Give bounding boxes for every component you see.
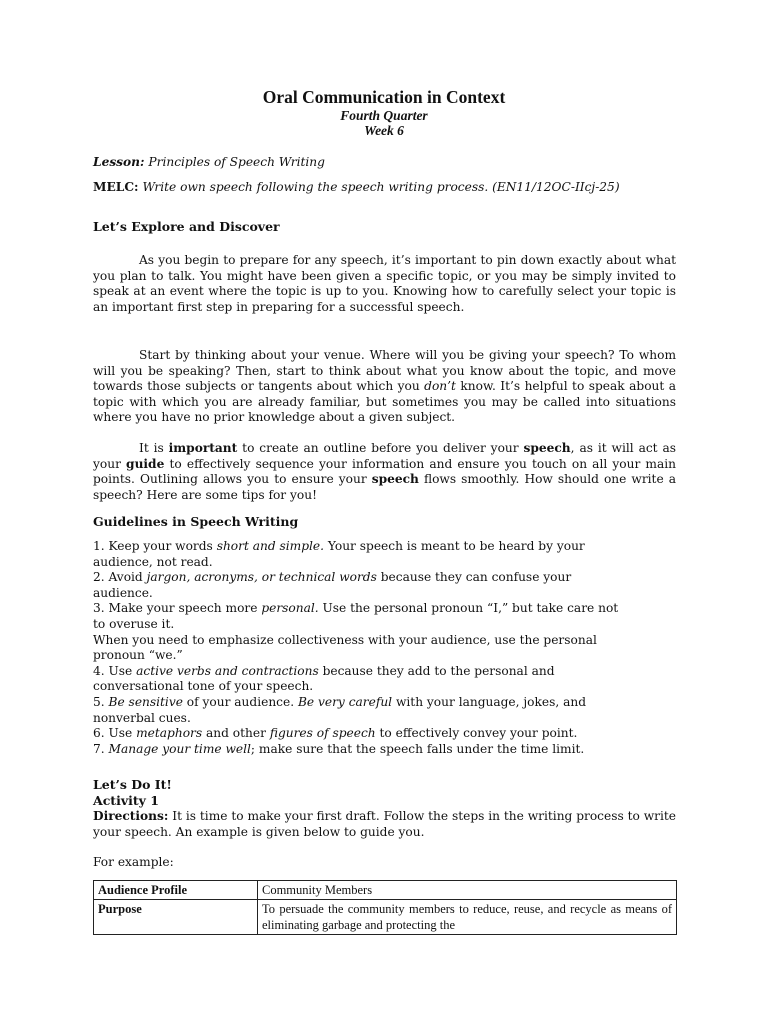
list-item [93, 539, 683, 555]
list-item-continuation: pronoun “we.” [93, 648, 183, 663]
emphasis-span: Be sensitive [108, 694, 183, 709]
text-span: It is [139, 441, 169, 455]
melc-line [93, 180, 676, 196]
document-title: Oral Communication in Context [262, 87, 506, 107]
text-span: 7. [93, 741, 109, 756]
melc-label: MELC: [93, 180, 139, 194]
list-item-continuation: audience. [93, 585, 153, 600]
text-span: Your speech is meant to be heard by your [324, 539, 585, 553]
list-item [93, 726, 683, 742]
explore-paragraph-2 [93, 348, 676, 426]
lesson-line [93, 155, 676, 171]
guidelines-list [93, 539, 683, 757]
table-cell-value: Community Members [258, 881, 677, 900]
paragraph-text [93, 809, 676, 840]
text-span: of your audience. [182, 694, 298, 709]
text-span: with your language, jokes, and [392, 694, 587, 709]
guidelines-heading: Guidelines in Speech Writing [93, 514, 299, 529]
week-subtitle: Week 6 [364, 123, 404, 138]
emphasis-span: don’t [424, 379, 456, 394]
melc-text: Write own speech following the speech writing process. (EN11/12OC-IIcj-25) [142, 180, 620, 194]
text-span: 1. Keep your words [93, 539, 217, 553]
emphasis-span: figures of speech [269, 726, 376, 741]
list-item-continuation: conversational tone of your speech. [93, 679, 314, 694]
quarter-subtitle: Fourth Quarter [340, 108, 428, 123]
explore-heading: Let’s Explore and Discover [93, 219, 280, 234]
list-item-continuation: When you need to emphasize collectiveness with your audience, use the personal [93, 632, 597, 647]
list-item [93, 664, 683, 680]
text-span: because they can confuse your [376, 570, 572, 585]
text-span: 4. Use [93, 663, 137, 678]
paragraph-text [93, 441, 676, 503]
text-span: know. It’s helpful to speak about a topic with which you are already familiar, but sometimes you may be called into situations where you have no prior knowledge about a given subject. [93, 379, 676, 425]
text-span: and other [202, 726, 270, 741]
text-span: It is time to make your first draft. Follow the steps in the writing process to write your speech. An example is given below to guide you. [93, 809, 676, 839]
text-span: 2. Avoid [93, 570, 147, 585]
activity-title: Activity 1 [93, 793, 159, 808]
emphasis-span: Be very careful [297, 694, 393, 709]
explore-paragraph-3 [93, 441, 676, 503]
table-row [94, 881, 677, 900]
bold-span: speech [371, 472, 419, 487]
example-table [93, 880, 677, 935]
emphasis-span: Manage your time well [108, 741, 251, 756]
text-span: to effectively sequence your information and ensure you touch on all your main points. Outlining allows you to ensure your [93, 456, 676, 487]
explore-paragraph-1 [93, 253, 676, 315]
list-item-continuation: nonverbal cues. [93, 710, 191, 725]
emphasis-span: short and simple. [216, 539, 325, 553]
list-item [93, 695, 683, 711]
bold-span: speech [523, 441, 571, 455]
emphasis-span: jargon, acronyms, or technical words [146, 570, 377, 585]
paragraph-text [93, 348, 676, 426]
list-item-continuation: audience, not read. [93, 554, 213, 569]
example-label: For example: [93, 855, 174, 869]
table-cell-label: Purpose [94, 900, 258, 935]
table-row [94, 900, 677, 935]
text-span: ; make sure that the speech falls under the time limit. [250, 741, 585, 756]
lesson-text: Principles of Speech Writing [148, 155, 325, 169]
text-span: flows smoothly. How should one write a speech? Here are some tips for you! [93, 472, 676, 502]
text-span: Use the personal pronoun “I,” but take care not [318, 601, 619, 616]
emphasis-span: metaphors [136, 726, 203, 741]
activity-heading: Let’s Do It! [93, 777, 172, 792]
emphasis-span: personal. [261, 601, 319, 616]
text-span: to effectively convey your point. [375, 726, 578, 741]
text-span: , as it will act as your [93, 441, 676, 471]
list-item [93, 601, 683, 617]
bold-span: important [168, 441, 238, 455]
paragraph-text: As you begin to prepare for any speech, it’s important to pin down exactly about what you plan to talk. You might have been given a specific topic, or you may be simply invited to speak at an event where the topic is up to you. Knowing how to carefully select your topic is an important first step in preparing for a successful speech. [93, 253, 676, 314]
list-item-continuation: to overuse it. [93, 616, 175, 631]
directions-paragraph [93, 809, 676, 840]
list-item [93, 570, 683, 586]
list-item [93, 742, 683, 758]
bold-span: guide [126, 456, 165, 471]
text-span: 5. [93, 694, 109, 709]
text-span: because they add to the personal and [318, 663, 555, 678]
text-span: to create an outline before you deliver your [237, 441, 524, 455]
text-span: Start by thinking about your venue. Where will you be giving your speech? To whom will you be speaking? Then, start to think about what you know about the topic, and move towards those subjects or tangents about which you [93, 348, 676, 394]
text-span: 6. Use [93, 726, 137, 741]
text-span: 3. Make your speech more [93, 601, 262, 616]
bold-span: Directions: [93, 809, 169, 823]
emphasis-span: active verbs and contractions [136, 663, 319, 678]
lesson-label: Lesson: [93, 155, 145, 169]
table-cell-label: Audience Profile [94, 881, 258, 900]
table-cell-value: To persuade the community members to reduce, reuse, and recycle as means of eliminating garbage and protecting the [258, 900, 677, 935]
